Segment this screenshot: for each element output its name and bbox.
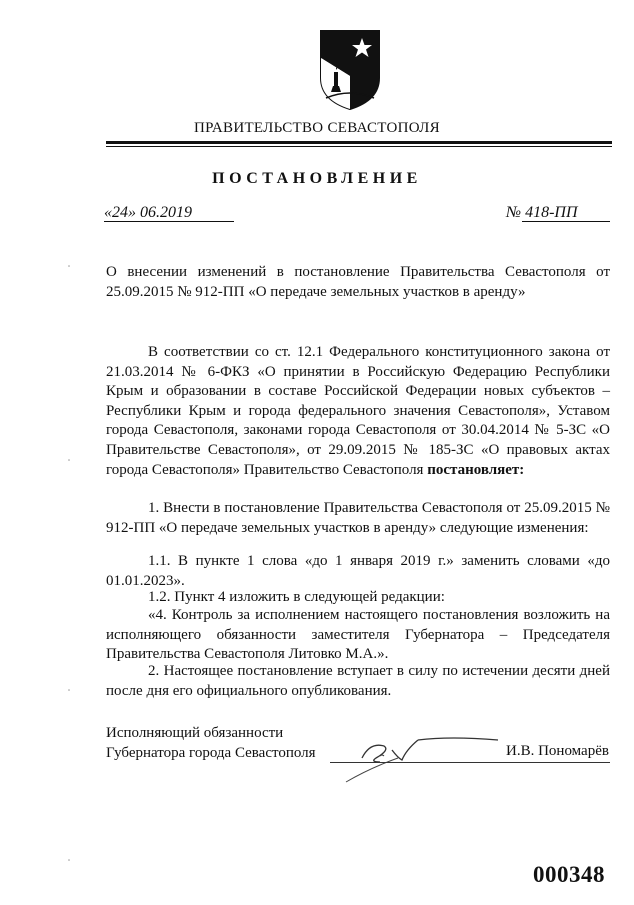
- item-1-2-quote: «4. Контроль за исполнением настоящего постановления возложить на исполняющего обязанности заместителя Губернатора – Председателя Правительства Севастополя Литовко М.А.».: [106, 607, 610, 663]
- header-rule-thin: [106, 146, 612, 147]
- handwritten-signature: [340, 728, 500, 790]
- preamble-paragraph: [106, 343, 610, 480]
- item-1-1: 1.1. В пункте 1 слова «до 1 января 2019 г.» заменить словами «до 01.01.2023».: [106, 553, 610, 589]
- serial-number: 000348: [533, 862, 605, 887]
- margin-scan-marks: [66, 0, 72, 905]
- coat-of-arms-emblem: [318, 28, 382, 112]
- preamble-text: В соответствии со ст. 12.1 Федерального конституционного закона от 21.03.2014 № 6-ФКЗ «О принятии в Российскую Федерацию Республики Крым и образовании в составе Российской Федерации новых субъектов – Республики Крым и города федерального значения Севастополя», Уставом города Севастополя, законами города Севастополя от 30.04.2014 № 5-ЗС «О Правительстве Севастополя», от 29.09.2015 № 185-ЗС «О правовых актах города Севастополя» Правительство Севастополя: [106, 344, 610, 478]
- number-underline: [522, 221, 610, 222]
- document-title: О внесении изменений в постановление Правительства Севастополя от 25.09.2015 № 912-ПП «О передаче земельных участков в аренду»: [106, 264, 610, 300]
- signer-role: [106, 724, 316, 763]
- government-name: ПРАВИТЕЛЬСТВО СЕВАСТОПОЛЯ: [194, 120, 440, 136]
- signature-line: [330, 762, 610, 763]
- item-1: 1. Внести в постановление Правительства Севастополя от 25.09.2015 № 912-ПП «О передаче земельных участков в аренду» следующие изменения:: [106, 500, 610, 536]
- signer-name: И.В. Пономарёв: [506, 743, 609, 759]
- document-type: ПОСТАНОВЛЕНИЕ: [212, 170, 422, 187]
- preamble-verb: постановляет:: [427, 461, 525, 478]
- date-underline: [104, 221, 234, 222]
- item-1-2: 1.2. Пункт 4 изложить в следующей редакции:: [148, 589, 445, 605]
- signer-role-line-2: Губернатора города Севастополя: [106, 744, 316, 761]
- header-rule-thick: [106, 141, 612, 144]
- document-date: «24» 06.2019: [104, 204, 192, 221]
- document-number: № 418-ПП: [506, 204, 578, 221]
- item-2: 2. Настоящее постановление вступает в силу по истечении десяти дней после дня его официального опубликования.: [106, 663, 610, 699]
- signer-role-line-1: Исполняющий обязанности: [106, 725, 284, 741]
